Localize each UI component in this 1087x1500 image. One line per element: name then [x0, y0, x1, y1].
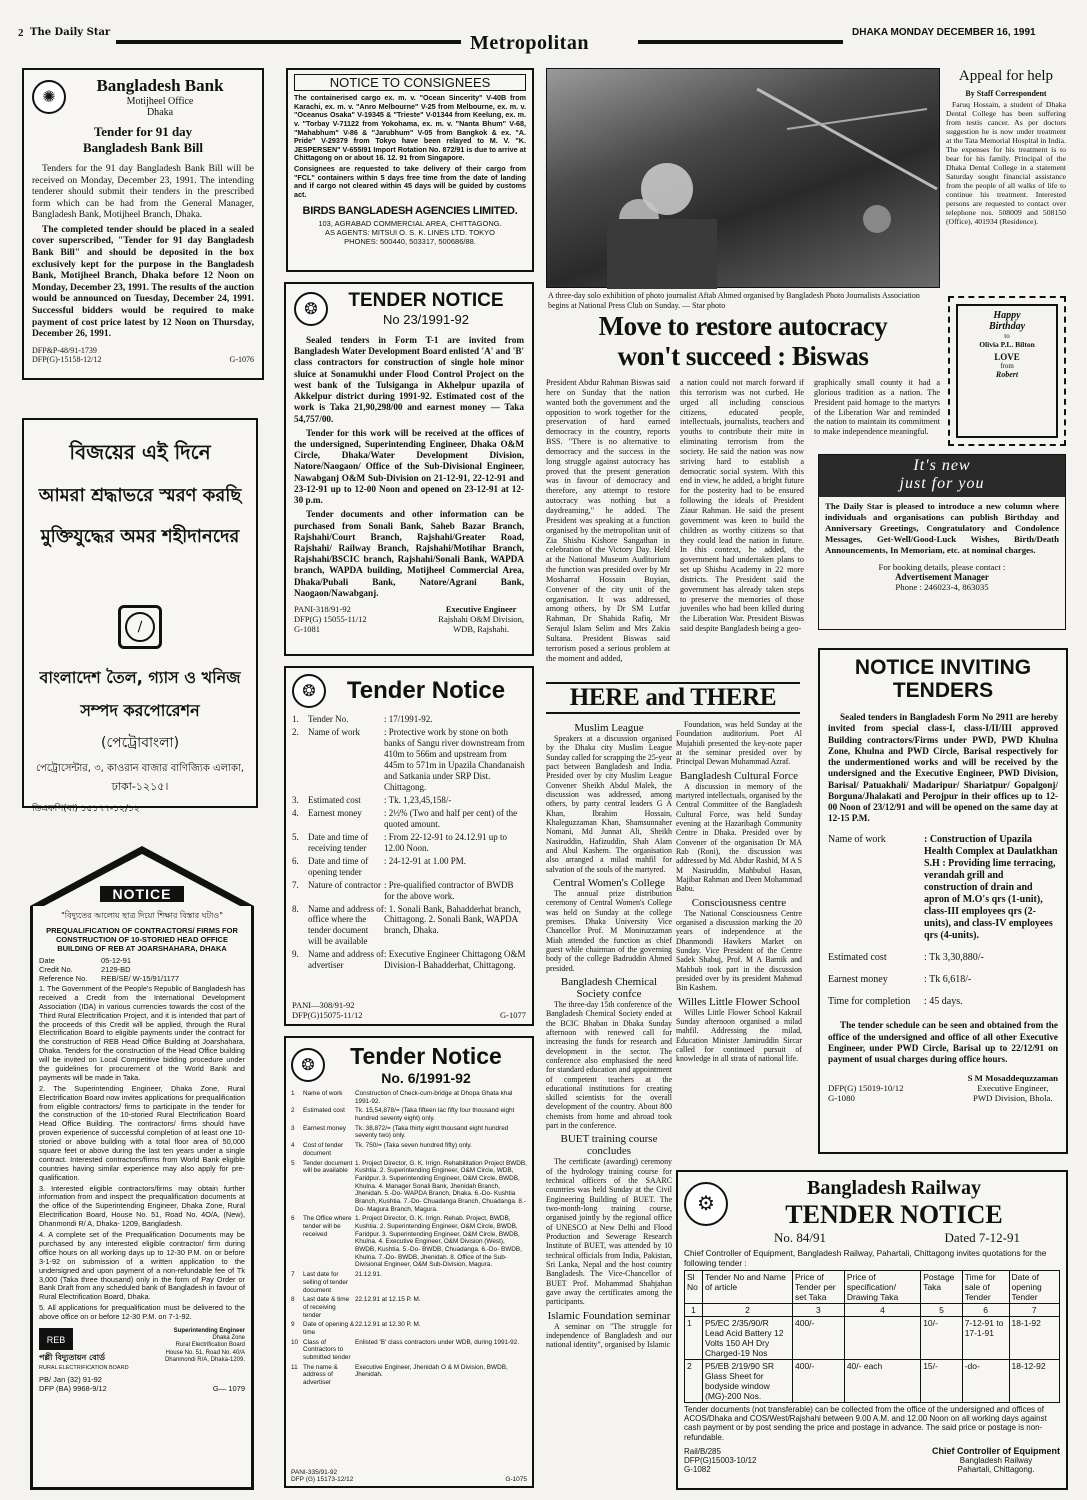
row-value: : Tk. 1,23,45,158/-	[384, 794, 452, 805]
row-value: 22.12.91 at 12.30 P. M.	[355, 1321, 421, 1329]
row-num: 5.	[292, 831, 299, 842]
bengali-line1: বিজয়ের এই দিনে	[69, 440, 211, 464]
pwd-row-value: : Tk 6,618/-	[924, 974, 972, 986]
row-key: Name of work	[308, 726, 360, 737]
tender17-code: G-1077	[500, 1010, 526, 1020]
bank-seal-icon: ✺	[32, 80, 66, 114]
tender23-number: No 23/1991-92	[382, 312, 469, 327]
reb-logo-icon: REB	[39, 1328, 73, 1350]
reb-item: 4. A complete set of the Prequalification Documents may be purchased by any interested eligible contractor/ firm during office hours on all working days up to 12-30 P.M. on or before 3-1-92 on submission of a written application to the undersigned and upon payment of a non-refundable fee of Tk 3,000 (Taka three thousand) only in the form of Pay Order or Bank Draft from any scheduled bank of Bangladesh in favour of Rural Electrification Board, Dhaka.	[39, 1230, 245, 1302]
tender17-title: Tender Notice	[346, 677, 506, 704]
row-value: 22.12.91 at 12.15 P. M.	[355, 1296, 421, 1304]
reb-item: 5. All applications for prequalification must be delivered to the above office on or before 12-30 P.M. on 7-1-92.	[39, 1303, 245, 1322]
pwd-row-key: Earnest money	[828, 974, 888, 986]
birthday-sender: Robert	[995, 370, 1019, 379]
tender23-title: TENDER NOTICE	[348, 290, 504, 311]
headline-line2: won't succeed : Biswas	[617, 340, 869, 371]
ht-head: Islamic Foundation seminar	[547, 1309, 671, 1322]
consignees-agent: BIRDS BANGLADESH AGENCIES LIMITED.	[302, 204, 518, 217]
row-num: 1.	[292, 714, 299, 724]
reb-date: 05-12-91	[101, 956, 132, 965]
row-key: Earnest money	[303, 1124, 346, 1132]
row-key: Cost of tender document	[303, 1142, 344, 1157]
here-there-col2	[676, 720, 802, 1170]
row-num: 7	[291, 1271, 295, 1279]
pwd-body: Sealed tenders in Bangladesh Form No 2911 are hereby invited from special class-I, class-I/II/III approved Building contractors/Firms under PWD, PWD Khulna Zone, Khulna and PWD Circle, Barisal respectively for the undermentioned works and will be received by the undersigned and the Executive Engineer, PWD Division, Barisal/ Patuakhali/ Madaripur/ Shariatpur/ Gopalgonj/ Borguna/Jhalakati and Perojpur in their offices up to 12-00 Noon of 23/12/91 and will be opened on the same day at 12-15 P.M.	[828, 712, 1058, 824]
table-cell: 2	[685, 1360, 703, 1403]
row-num: 4	[291, 1142, 295, 1150]
row-num: 10	[291, 1338, 299, 1346]
appeal-for-help	[946, 68, 1066, 298]
tender6-ref2: DFP (G) 15173-12/12	[291, 1476, 354, 1483]
row-value: : From 22-12-91 to 24.12.91 up to 12.00 Noon.	[384, 831, 507, 853]
dateline: DHAKA MONDAY DECEMBER 16, 1991	[852, 27, 1036, 38]
birthday-to: to	[1004, 332, 1010, 340]
table-header: Postage Taka	[921, 1271, 962, 1304]
here-and-there-title: HERE and THERE	[569, 684, 777, 711]
reb-code: G— 1079	[212, 1383, 245, 1393]
row-value: Enlisted 'B' class contractors under WDB, during 1991-92.	[355, 1338, 520, 1346]
pwd-sign2: Executive Engineer,	[977, 1083, 1049, 1094]
reb-heading: PREQUALIFICATION OF CONTRACTORS/ FIRMS FOR CONSTRUCTION OF 10-STORIED HEAD OFFICE BUILDING OF REB AT JOARSHAHARA, DHAKA	[46, 926, 238, 953]
row-key: Name and address of office where the tender document will be available	[308, 903, 384, 947]
pwd-title1: NOTICE INVITING	[854, 656, 1032, 679]
row-num: 9.	[292, 949, 299, 960]
tender-notice-23	[284, 282, 534, 656]
row-value: 21.12.91.	[355, 1271, 382, 1279]
table-header: Tender No and Name of article	[703, 1271, 793, 1304]
row-key: Name and address of advertiser	[308, 949, 384, 971]
bank-para2: The completed tender should be placed in a sealed cover superscribed, "Tender for 91 day Bangladesh Bank Bill" and should be deposited in the box exclusively kept for the purpose in the Bangladesh Bank, Motijheel Branch, Dhaka before 12 Noon on Monday, December 23, 1991. The results of the auction would be announced on Tuesday, December 24, 1991. Successful bidders would be required to make payment of cost price latest by 12 Noon on Thursday, December 26, 1991.	[32, 224, 254, 340]
ht-text: A discussion in memory of the martyred intellectuals, organised by the Central Committee of the Bangladesh Cultural Force, was held Sunday evening at the Hazaribagh Community Centre in Dhaka. Presided over by Convener of the organisation Dr MA Rab (Roni), the discussion was addressed by Md. Abdur Rashid, M A S M Nasiruddin, Mahbubul Hasan, Majibar Rahman and Deen Mohammad Babu.	[676, 781, 802, 894]
tender17-ref1: PANI—308/91-92	[292, 1000, 355, 1010]
pwd-sign1: S M Mosaddequzzaman	[967, 1073, 1058, 1084]
pwd-code: G-1080	[828, 1093, 855, 1104]
ht-text: Foundation, was held Sunday at the Foundation auditorium. Poet Al Mujahidi presented the key-note paper at the seminar presided over by Principal Dewan Muhammad Azraf.	[676, 720, 802, 767]
row-key: Estimated cost	[303, 1107, 345, 1115]
tender6-ref1: PANI-335/91-92	[291, 1469, 338, 1476]
pwd-notice	[818, 648, 1068, 1154]
table-cell: P5/EC 2/35/90/R Lead Acid Battery 12 Volts 150 AH Dry Charged-19 Nos	[703, 1317, 793, 1360]
bengali-line3: মুক্তিযুদ্ধের অমর শহীদানদের	[40, 526, 240, 547]
tender6-number: No. 6/1991-92	[381, 1070, 471, 1086]
consignees-body2: Consignees are requested to take delivery of their cargo from "FCL" containers within 5 days free time from the date of landing and if cargo not cleared within 45 days will be guided by customs act.	[294, 164, 526, 200]
table-cell: -do-	[962, 1360, 1009, 1403]
railway-sign2: Bangladesh Railway	[959, 1455, 1033, 1465]
tender6-code: G-1075	[505, 1476, 527, 1483]
row-key: Earnest money	[308, 807, 362, 818]
row-key: Last date & time of receiving tender	[303, 1296, 350, 1319]
row-value: Tk. 38,872/= (Taka thirty eight thousand eight hundred seventy two) only.	[355, 1124, 509, 1140]
table-cell: 2	[703, 1304, 793, 1317]
tender23-code: G-1081	[294, 624, 320, 635]
ht-head: Bangladesh Chemical Society confce	[560, 975, 658, 1000]
tender23-ref2: DFP(G) 15055-11/12	[294, 614, 367, 625]
reb-signatory1: Superintending Engineer	[173, 1327, 245, 1334]
row-num: 8	[291, 1296, 295, 1304]
row-value: : 2½% (Two and half per cent) of the quoted amount.	[384, 807, 518, 829]
tender23-ref1: PANI-318/91-92	[294, 604, 351, 615]
bank-code: G-1076	[229, 354, 254, 364]
wdb-seal-icon: ❂	[291, 1048, 325, 1082]
row-key: Date and time of receiving tender	[308, 831, 369, 853]
table-cell: 7-12-91 to 17-1-91	[962, 1317, 1009, 1360]
row-value: 1. Project Director, G. K. Irrign. Rehab. Project, BWDB, Kushtia. 2. Superintending Engineer, O&M Circle, BWDB, Faridpur. 3. Superintending Engineer, O&M Circle, BWDB, Khulna. 4. Executive Engineer, O&M Division (West), BWDB, Kushtia. 5.-Do- BWDB, Chuadanga. 6.-Do- BWDB, Khulna. 7.-Do- BWDB, Jhenidah. 8. Office of the Sub-Divisional Engineer, O&M Sub-Division, Magura.	[355, 1215, 522, 1269]
wdb-seal-icon: ❂	[292, 674, 326, 708]
its-new-body: The Daily Star is pleased to introduce a new column where individuals and organisations can publish Birthday and Anniversary Greetings, Congratulatory and Condolence Messages, Get-Well/Good-Luck Wishes, Birth/Death Announcements, In Memoriam, etc. at nominal charges.	[825, 501, 1059, 555]
consignees-body1: The containerised cargo ex. m. v. "Ocean Sincerity" V-40B from Karachi, ex. m. v. "Anro Melbourne" V-25 from Melbourne, ex. m. v. "Oceanus Osaka" V-19345 & "Trieste" V-01344 from Keelung, ex. m. v. "Torbay V-71122 from Yokohama, ex. m. v. "Nanta Bhum" V-68, "Mahabhum" V-86 & "Jarubhum" V-05 from Bangkok & ex. "A. Pride" V-29379 from Tokyo have been relayed to M. V. "K. JESPERSEN" V-655I91 Import Rotation No. 872/91 is due to arrive at Chittagong on or about 16. 12. 91 from Singapore.	[294, 93, 526, 163]
ht-text: The certificate (awarding) ceremony of the hydrology training course for technical officers of the SAARC countries was held Sunday at the Civil Engineering Building of BUET. The two-month-long training course, organised jointly by the regional office of UNESCO at New Delhi and Flood Production and Sewerage Research Institute of BUET, was attended by 10 technical officials from India, Pakistan, Sri Lanka, Nepal and the host country Bangladesh. The Vice-Chancellor of BUET Prof. Mohammad Shahjahan gave away the certificates among the participants.	[546, 1157, 672, 1307]
birthday-ad	[948, 296, 1066, 446]
reb-signatory5: Dhanmondi R/A, Dhaka-1209.	[164, 1356, 245, 1363]
appeal-title: Appeal for help	[958, 68, 1054, 84]
birthday-line1: Happy	[993, 310, 1021, 321]
reb-ref2: DFP (BA) 9968-9/12	[39, 1383, 107, 1393]
tender23-para2: Tender for this work will be received at the offices of the undersigned, Superintending Engineer, Dhaka O&M Circle, Dhaka/Water Development Division, Natore/Naogaon/ Office of the Sub-Divisional Engineer, Nawabganj O&M Sub-Division on 21-12-91, 22-12-91 and 23-12-91 up to 12-00 Noon and opened on 23-12-91 at 12-30 p.m.	[294, 427, 524, 506]
birthday-love: LOVE	[994, 352, 1020, 362]
railway-tender	[676, 1170, 1068, 1490]
table-cell: 10/-	[921, 1317, 962, 1360]
bank-ref2: DFP(G)-15158-12/12	[32, 354, 102, 364]
org-line3: (পেট্রোবাংলা)	[100, 735, 180, 751]
reb-item: 3. Interested eligible contractors/firms may obtain further information from and inspect the prequalification documents at the office of the Superintending Engineer, Dhaka Zone, Rural Electrification Board, House No. 51, Road No. 4O/A, (New), Dhanmondi R/ A, Dhaka- 1209, Bangladesh.	[39, 1183, 245, 1229]
tender23-para1: Sealed tenders in Form T-1 are invited from Bangladesh Water Development Board enlisted 'A' and 'B' class contractors for construction of single hole minor sluice at Sonamukhi under Flood Control Project on the west bank of the Tulsiganga in Akhelpur upazila of Akkelpur district during 1991-92. Estimated cost of the work is Taka 21,90,298/00 and earnest money — Taka 54,757/00.	[294, 335, 524, 424]
table-cell: 18-12-92	[1009, 1360, 1059, 1403]
tender17-ref2: DFP(G)15075-11/12	[292, 1010, 363, 1020]
row-value: : Protective work by stone on both banks of Sangu river downstream from 410m to 566m and upstream from 445m to 571m in Upazila Chandanaish and Satkania under SRP Dist. Chittagong.	[384, 726, 525, 792]
appeal-body: Faruq Hossain, a student of Dhaka Dental College has been suffering from testis cancer. As per doctors suggestion he is now under treatment at the Tata Memorial Hospital in India. The expenses for his treatment is to bear for his family. Principal of the Dhaka Dental College in a statement Saturday sought financial assistance from the people of all walks of life to continue his treatment. Interested persons are requested to contact over telephone nos. 508009 and 508150 (Office), 401934 (Residence).	[946, 99, 1066, 226]
reb-slogan: "বিদ্যুতের আলোয় ছাত্র দিয়ো শিক্ষার বিস্তার ঘটাও"	[61, 911, 223, 920]
bank-tender-line2: Bangladesh Bank Bill	[83, 140, 203, 155]
its-new-title1: It's new	[913, 457, 971, 474]
org-line1: বাংলাদেশ তৈল, গ্যাস ও খনিজ	[39, 668, 241, 687]
bengali-ref: ডিএফপি(বা) ১৫১৭৭-১২/১২	[32, 804, 140, 814]
its-new-phone: Phone : 246023-4, 863035	[895, 581, 989, 592]
ht-head: BUET training course concludes	[560, 1133, 658, 1158]
bank-title: Bangladesh Bank	[96, 76, 224, 95]
row-value: Executive Engineer, Jhenidah O & M Division, BWDB, Jhenidah.	[355, 1363, 508, 1379]
here-there-col1	[546, 720, 672, 1490]
bank-ref1: DFP&P-48/91-1739	[32, 345, 97, 355]
here-and-there-banner	[546, 682, 800, 714]
railway-table	[684, 1270, 1060, 1403]
row-key: Date of opening & time	[303, 1321, 355, 1336]
bank-office: Motijheel Office	[126, 96, 194, 107]
pwd-row-key: Time for completion	[828, 996, 911, 1008]
table-cell: P5/EB 2/19/90 SR Glass Sheet for bodyside window (MG)-200 Nos.	[703, 1360, 793, 1403]
table-header: Date of opening Tender	[1009, 1271, 1059, 1304]
its-new-ad	[818, 454, 1066, 630]
railway-dated: Dated 7-12-91	[944, 1230, 1020, 1245]
org-line2: সম্পদ করপোরেশন	[80, 701, 200, 720]
pwd-title2: TENDERS	[892, 679, 994, 703]
table-cell: 400/-	[793, 1317, 845, 1360]
pwd-ref: DFP(G) 15019-10/12	[828, 1083, 904, 1094]
pwd-footer: The tender schedule can be seen and obtained from the office of the undersigned and office of all other Executive Engineer, under PWD Circle, Barisal up to 22/12/91 on payment of usual charges during office hours.	[828, 1020, 1058, 1065]
row-value: : Executive Engineer Chittagong O&M Division-I Bahadderhat, Chittagong.	[384, 949, 526, 971]
bank-city: Dhaka	[146, 107, 174, 118]
main-headline	[546, 312, 940, 371]
tender23-sign3: WDB, Rajshahi.	[453, 624, 510, 635]
railway-title: Bangladesh Railway	[807, 1177, 981, 1199]
pwd-row-value: : Tk 3,30,880/-	[924, 952, 984, 964]
railway-code: G-1082	[684, 1464, 711, 1474]
table-header: Price of Tender per set Taka	[793, 1271, 845, 1304]
row-num: 1	[291, 1090, 295, 1097]
page-number: 2	[18, 27, 24, 39]
consignees-title: NOTICE TO CONSIGNEES	[294, 74, 526, 91]
story-col3: graphically small county it had a glorious tradition as a nation. The President paid homage to the martyrs of the Liberation War and reminded the nation to maintain its commitment to make independence meaningful.	[814, 378, 940, 437]
row-value: 1. Project Director, G. K. Irrign. Rehabilitation Project BWDB, Kushtia. 2. Superintending Engineer, O&M Circle, WDB, Faridpur. 3. Superintending Engineer, O&M Circle, BWDB, Khulna. 4. Manager Sonali Bank, Jhenidah Branch, Jhenidah. 5.-Do- WAPDA Branch, Dhaka. 6.-Do- Kushtia Branch, Kushtia. 7.-Do- Chuadanga Branch, Chuadanga. 8.-Do- Magura Branch, Magura.	[355, 1159, 527, 1213]
consignees-agents: AS AGENTS: MITSUI O. S. K. LINES LTD. TOKYO	[324, 227, 496, 237]
its-new-manager: Advertisement Manager	[895, 571, 989, 582]
ht-head: Muslim League	[574, 722, 644, 734]
pwd-row-key: Estimated cost	[828, 952, 887, 964]
row-num: 3	[291, 1124, 295, 1132]
row-key: The name & address of advertiser	[303, 1363, 338, 1387]
railway-number: No. 84/91	[774, 1230, 826, 1245]
birthday-name: Olivia P.L. Bilton	[979, 340, 1035, 349]
bank-para1: Tenders for the 91 day Bangladesh Bank Bill will be received on Monday, December 23, 1991. The intending tenderer should submit their tenders in the prescribed form which can be had from the General Manager, Bangladesh Bank, Motijheel Branch, Dhaka.	[32, 164, 254, 221]
table-cell: 4	[844, 1304, 920, 1317]
table-header: Time for sale of Tender	[962, 1271, 1009, 1304]
row-value: : 24-12-91 at 1.00 PM.	[384, 855, 466, 866]
railway-ref2: DFP(G)15003-10/12	[684, 1455, 757, 1465]
row-key: Tender No.	[308, 714, 349, 724]
pwd-sign3: PWD Division, Bhola.	[972, 1093, 1053, 1104]
story-col2: a nation could not march forward if this terrorism was not curbed. He urged all including conscious citizens, educated people, intellectuals, journalists, teachers and youths to contribute their mite in eliminating terrorism from the society. He said the nation was now striving hard to establish a democratic social system. With this end in view, he added, a bright future for the posterity had to be ensured following the ideals of President Ziaur Rahman. He said the present government was keen to build the children as worthy citizens so that they could lead the nation in future. In this context, he added, the government had undertaken plans to set up Shishu Academy in 22 more districts. The President said the government has already taken steps to preserve the memories of those juveniles who had been killed during the Liberation War. President Biswas said despite Bangladesh being a geo-	[680, 378, 804, 634]
its-new-title2: just for you	[899, 475, 985, 492]
reb-item: 1. The Government of the People's Republic of Bangladesh has received a Credit from the International Development Association (IDA) in various currencies towards the cost of the Third Rural Electrification Project, and it is intended that part of the proceeds of this Credit will be applied, through the Rural Electrification Board to eligible payments under the contract for the construction of REB Head Office Building at Joarshahara, Dhaka. Tenders for the construction of the Head Office building will be invited on Local Competitive bidding procedure under the guidelines for procurement of the World Bank and payments will be made in Taka.	[39, 984, 245, 1082]
section-title: Metropolitan	[470, 32, 589, 54]
table-cell: 7	[1009, 1304, 1059, 1317]
pwd-row-value: : Construction of Upazila Health Complex at Daulatkhan S.H : Providing lime terracing, verandah grill and construction of drain and apron of M.O's qrs (1-unit), class-III employees qrs (2-units), and class-IV employees qrs (4-units).	[924, 834, 1058, 942]
railway-ref1: Rail/B/285	[684, 1446, 721, 1456]
bengali-line2: আমরা শ্রদ্ধাভরে স্মরণ করছি	[38, 485, 242, 506]
ht-text: A seminar on "The struggle for independence of Bangladesh and our national identity", organised by Islamic	[546, 1321, 672, 1350]
reb-notice	[22, 840, 262, 1492]
table-row	[685, 1317, 1060, 1360]
row-num: 5	[291, 1159, 295, 1167]
row-key: Class of Contractors to submitted tender	[303, 1338, 351, 1361]
tender23-sign2: Rajshahi O&M Division,	[438, 614, 524, 625]
railway-sign3: Pahartali, Chittagong.	[957, 1464, 1035, 1474]
ht-head: Willes Little Flower School	[677, 995, 801, 1008]
railway-subtitle: TENDER NOTICE	[785, 1200, 1003, 1229]
reb-signatory4: House No. 51, Road No. 40/A	[165, 1349, 245, 1356]
reb-items	[39, 985, 245, 1322]
org-address2: ঢাকা-১২১৫।	[111, 780, 169, 793]
row-key: Name of work	[303, 1090, 343, 1097]
row-key: Last date for selling of tender document	[303, 1271, 349, 1294]
railway-intro: Chief Controller of Equipment, Bangladesh Railway, Pahartali, Chittagong invites quotations for the following tender :	[684, 1248, 1047, 1268]
row-value: Construction of Check-cum-bridge at Dhopa Ghata khal 1991-92.	[355, 1090, 513, 1105]
table-cell: 400/-	[793, 1360, 845, 1403]
bank-tender-line1: Tender for 91 day	[93, 124, 193, 139]
row-num: 2.	[292, 726, 299, 737]
table-cell: 5	[921, 1304, 962, 1317]
consignees-address: 103, AGRABAD COMMERCIAL AREA, CHITTAGONG.	[318, 218, 502, 228]
pwd-rows	[828, 834, 1058, 1008]
table-cell	[844, 1317, 920, 1360]
row-num: 4.	[292, 807, 299, 818]
row-num: 8.	[292, 903, 299, 914]
tender-notice-6	[284, 1036, 534, 1488]
page-header	[16, 22, 1076, 62]
reb-logo-text: পল্লী বিদ্যুতায়ন বোর্ড	[39, 1352, 105, 1362]
its-new-banner	[819, 455, 1065, 497]
row-num: 9	[291, 1321, 295, 1329]
tender-notice-17	[284, 666, 534, 1026]
reb-credit-label: Credit No.	[39, 965, 73, 974]
photo-figures	[547, 69, 941, 289]
petrobangla-ad	[22, 418, 258, 814]
row-key: The Office where tender will be received	[303, 1215, 352, 1238]
row-value: : 17/1991-92.	[384, 714, 433, 724]
ht-text: Speakers at a discussion organised by the Dhaka city Muslim League Sunday called for scrapping the 25-year pact between Bangladesh and India. Presided over by city Muslim League Convener Sheikh Abdul Malek, the discussion was addressed, among others, by party central leaders G A Khan, Ibrahim Hossain, Khaleguzzaman Khan, Shamsunnaher Nomani, Md Junnat Ali, Sheikh Nasiruddin, Hafizuddin, Shah Alam and Abul Kashem. The organisation also arranged a milad mahfil for salvation of the souls of the martyred.	[546, 734, 672, 874]
consignees-phones: PHONES: 500440, 503317, 500686/88.	[344, 236, 476, 246]
bangladesh-bank-ad	[22, 68, 264, 380]
table-header-row	[685, 1271, 1060, 1304]
row-key: Date and time of opening tender	[308, 855, 369, 877]
reb-item: 2. The Superintending Engineer, Dhaka Zone, Rural Electrification Board now invites applications for prequalification from eligible contractors/ firms to participate in the tender for the construction of the 10-storied Rural Electrification Board Head Office Building. The contractors/ firms should have proven experience of successful completion of at least one 10-storied or above building with a total floor area of 50,000 square feet or above during the last ten years under a single contract. Interested contractors/firms from World Bank eligible countries having similar experience may also apply for pre-qualification.	[39, 1083, 245, 1182]
ht-head: Bangladesh Cultural Force	[680, 769, 798, 782]
row-value: : Pre-qualified contractor of BWDB for the above work.	[384, 879, 514, 901]
reb-ref1: PB/ Jan (32) 91-92	[39, 1374, 102, 1384]
tender17-rows	[292, 714, 526, 971]
tender6-rows	[291, 1090, 527, 1387]
ht-text: The annual prize distribution ceremony of Central Women's College was held on Sunday at the college premises. Dhaka University Vice Chancellor Prof. M Moniruzzaman Miah attended the function as chief guest while chairman of the governing body of the college Badruddin Ahmed presided.	[546, 888, 672, 973]
tender23-sign1: Executive Engineer	[445, 604, 517, 615]
reb-ref-label: Reference No.	[39, 974, 88, 983]
row-num: 11	[291, 1363, 298, 1371]
appeal-byline: By Staff Correspondent	[965, 88, 1047, 98]
reb-signatory3: Rural Electrification Board	[175, 1342, 245, 1349]
table-header: Sl No	[685, 1271, 703, 1304]
birthday-from: from	[1000, 362, 1014, 370]
its-new-booking: For booking details, please contact :	[878, 561, 1006, 572]
ht-text: The three-day 15th conference of the Bangladesh Chemical Society ended at the BCIC Bhaban in Dhaka Sunday afternoon with renewed call for increasing the funds for research and development in the sector. The conference also emphasised the need for standard education and appointment of competent teachers at the educational institutions for creating skilled scientists for the overall development of the country. About 800 chemists from home and abroad took part in the conference.	[546, 999, 672, 1131]
pwd-row-key: Name of work	[828, 834, 886, 846]
reb-credit: 2129-BD	[101, 965, 131, 974]
tender23-para3: Tender documents and other information can be purchased from Sonali Bank, Saheb Bazar Branch, Rajshahi/Court Branch, Rajshahi/Greater Road, Rajshahi/ Railway Branch, Rajshahi/Motihar Branch, Rajshahi/BSCIC branch, Rajshahi/Sonali Bank, WAPDA branch, WAPDA building, Motijheel Commercial Area, Dhaka/Pubali Bank, Natore/Agrani Bank, Naogaon/Nawabganj.	[294, 509, 524, 598]
header-rule-right	[638, 40, 843, 44]
header-rule-left	[116, 40, 461, 44]
petrobangla-logo-icon: ∕	[118, 605, 162, 649]
birthday-line2: Birthday	[988, 321, 1026, 332]
headline-line1: Move to restore autocracy	[598, 311, 888, 341]
railway-seal-icon: ⚙	[684, 1182, 728, 1226]
ht-text: Willes Little Flower School Kakrail Sunday afternoon organised a milad mahfil. Addressing the milad, Education Minister Jamiruddin Sircar called for continued pursuit of knowledge in all strata of national life.	[676, 1007, 802, 1064]
table-cell: 40/- each	[844, 1360, 920, 1403]
org-address1: পেট্রোসেন্টার, ৩, কাওরান বাজার বাণিজ্যিক এলাকা,	[35, 763, 245, 774]
ht-text: The National Consciousness Centre organised a discussion marking the 20 years of independence at the Dhanmondi Hawkers Market on Sunday. Vice President of the Centre Sadek Shabuj, Prof. M A Barnik and Mahbub took part in the discussion presided over by its president Mahmud Bin Kashem.	[676, 908, 802, 993]
wdb-seal-icon: ❂	[294, 292, 328, 326]
row-num: 6.	[292, 855, 299, 866]
pwd-row-value: : 45 days.	[924, 996, 963, 1008]
row-key: Tender document will be available	[303, 1159, 353, 1175]
railway-footer: Tender documents (not transferable) can be collected from the office of the undersigned and offices of ACOS/Dhaka and COS/West/Rajshahi between 9.00 A.M. and 12.00 Noon on all working days against cash payment or by post sending the price and postage in advance. The said price or postage is non-refundable.	[684, 1405, 1047, 1442]
row-num: 2	[291, 1107, 295, 1115]
story-col1: President Abdur Rahman Biswas said here on Sunday that the nation wanted both the government and the opposition to work together for the preservation of hard earned democracy in the country, reports BSS. "There is no alternative to democracy and the success in the long struggle against autocracy has proved that the present generation was in favour of democracy and therefore, any attempt to restore autocracy was nothing but a daydreaming," he added. The President was speaking at a function organised by the metropolitan unit of Zia Shishu Kishore Sangathan in celebration of the Victory Day. Held at the National Museum Auditorium the function was presided over by Mr Mosharraf Hossain Buyian, Convener of the city unit of the organisation. It was addressed, among others, by Dr SM Lutfar Rahman, Dr Shahida Rafiq, Mr Serajul Islam Selim and Mrs Zakia Sultana. President Biswas said terrorism posed a serious problem at the moment and added,	[546, 378, 670, 663]
table-row	[685, 1360, 1060, 1403]
table-header: Price of specification/ Drawing Taka	[844, 1271, 920, 1304]
table-cell: 18-1-92	[1009, 1317, 1059, 1360]
tender6-title: Tender Notice	[350, 1043, 502, 1069]
railway-sign1: Chief Controller of Equipment	[932, 1445, 1060, 1456]
table-cell: 6	[962, 1304, 1009, 1317]
paper-name: The Daily Star	[30, 27, 111, 38]
row-num: 6	[291, 1215, 295, 1223]
consignees-notice	[286, 68, 534, 272]
ht-head: Consciousness centre	[691, 896, 787, 909]
row-key: Nature of contractor	[308, 879, 381, 890]
table-cell: 1	[685, 1304, 703, 1317]
row-value: : 1. Sonali Bank, Bahadderhat branch, Chittagong. 2. Sonali Bank, WAPDA branch, Dhaka.	[384, 903, 521, 936]
exhibition-photo	[546, 68, 940, 288]
row-num: 7.	[292, 879, 299, 890]
table-cell: 3	[793, 1304, 845, 1317]
reb-notice-title: NOTICE	[100, 886, 184, 902]
reb-signatory2: Dhaka Zone	[212, 1335, 245, 1342]
row-key: Estimated cost	[308, 794, 361, 805]
row-num: 3.	[292, 794, 299, 805]
reb-logo-text2: RURAL ELECTRIFICATION BOARD	[39, 1364, 129, 1371]
row-value: Tk. 750/= (Taka seven hundred fifty) only.	[355, 1142, 472, 1150]
table-colnum-row	[685, 1304, 1060, 1317]
table-cell: 15/-	[921, 1360, 962, 1403]
reb-reference: REB/SE/ W-15/91/1177	[101, 974, 180, 983]
table-cell: 1	[685, 1317, 703, 1360]
photo-caption: A three-day solo exhibition of photo journalist Aftab Ahmed organised by Bangladesh Photo Journalists Association begins at National Press Club on Sunday. — Star photo	[548, 291, 920, 310]
reb-date-label: Date	[39, 956, 55, 965]
ht-head: Central Women's College	[552, 876, 666, 889]
row-value: Tk. 15,54,878/= (Taka fifteen lac fifty four thousand eight hundred seventy eight) only.	[355, 1107, 515, 1123]
